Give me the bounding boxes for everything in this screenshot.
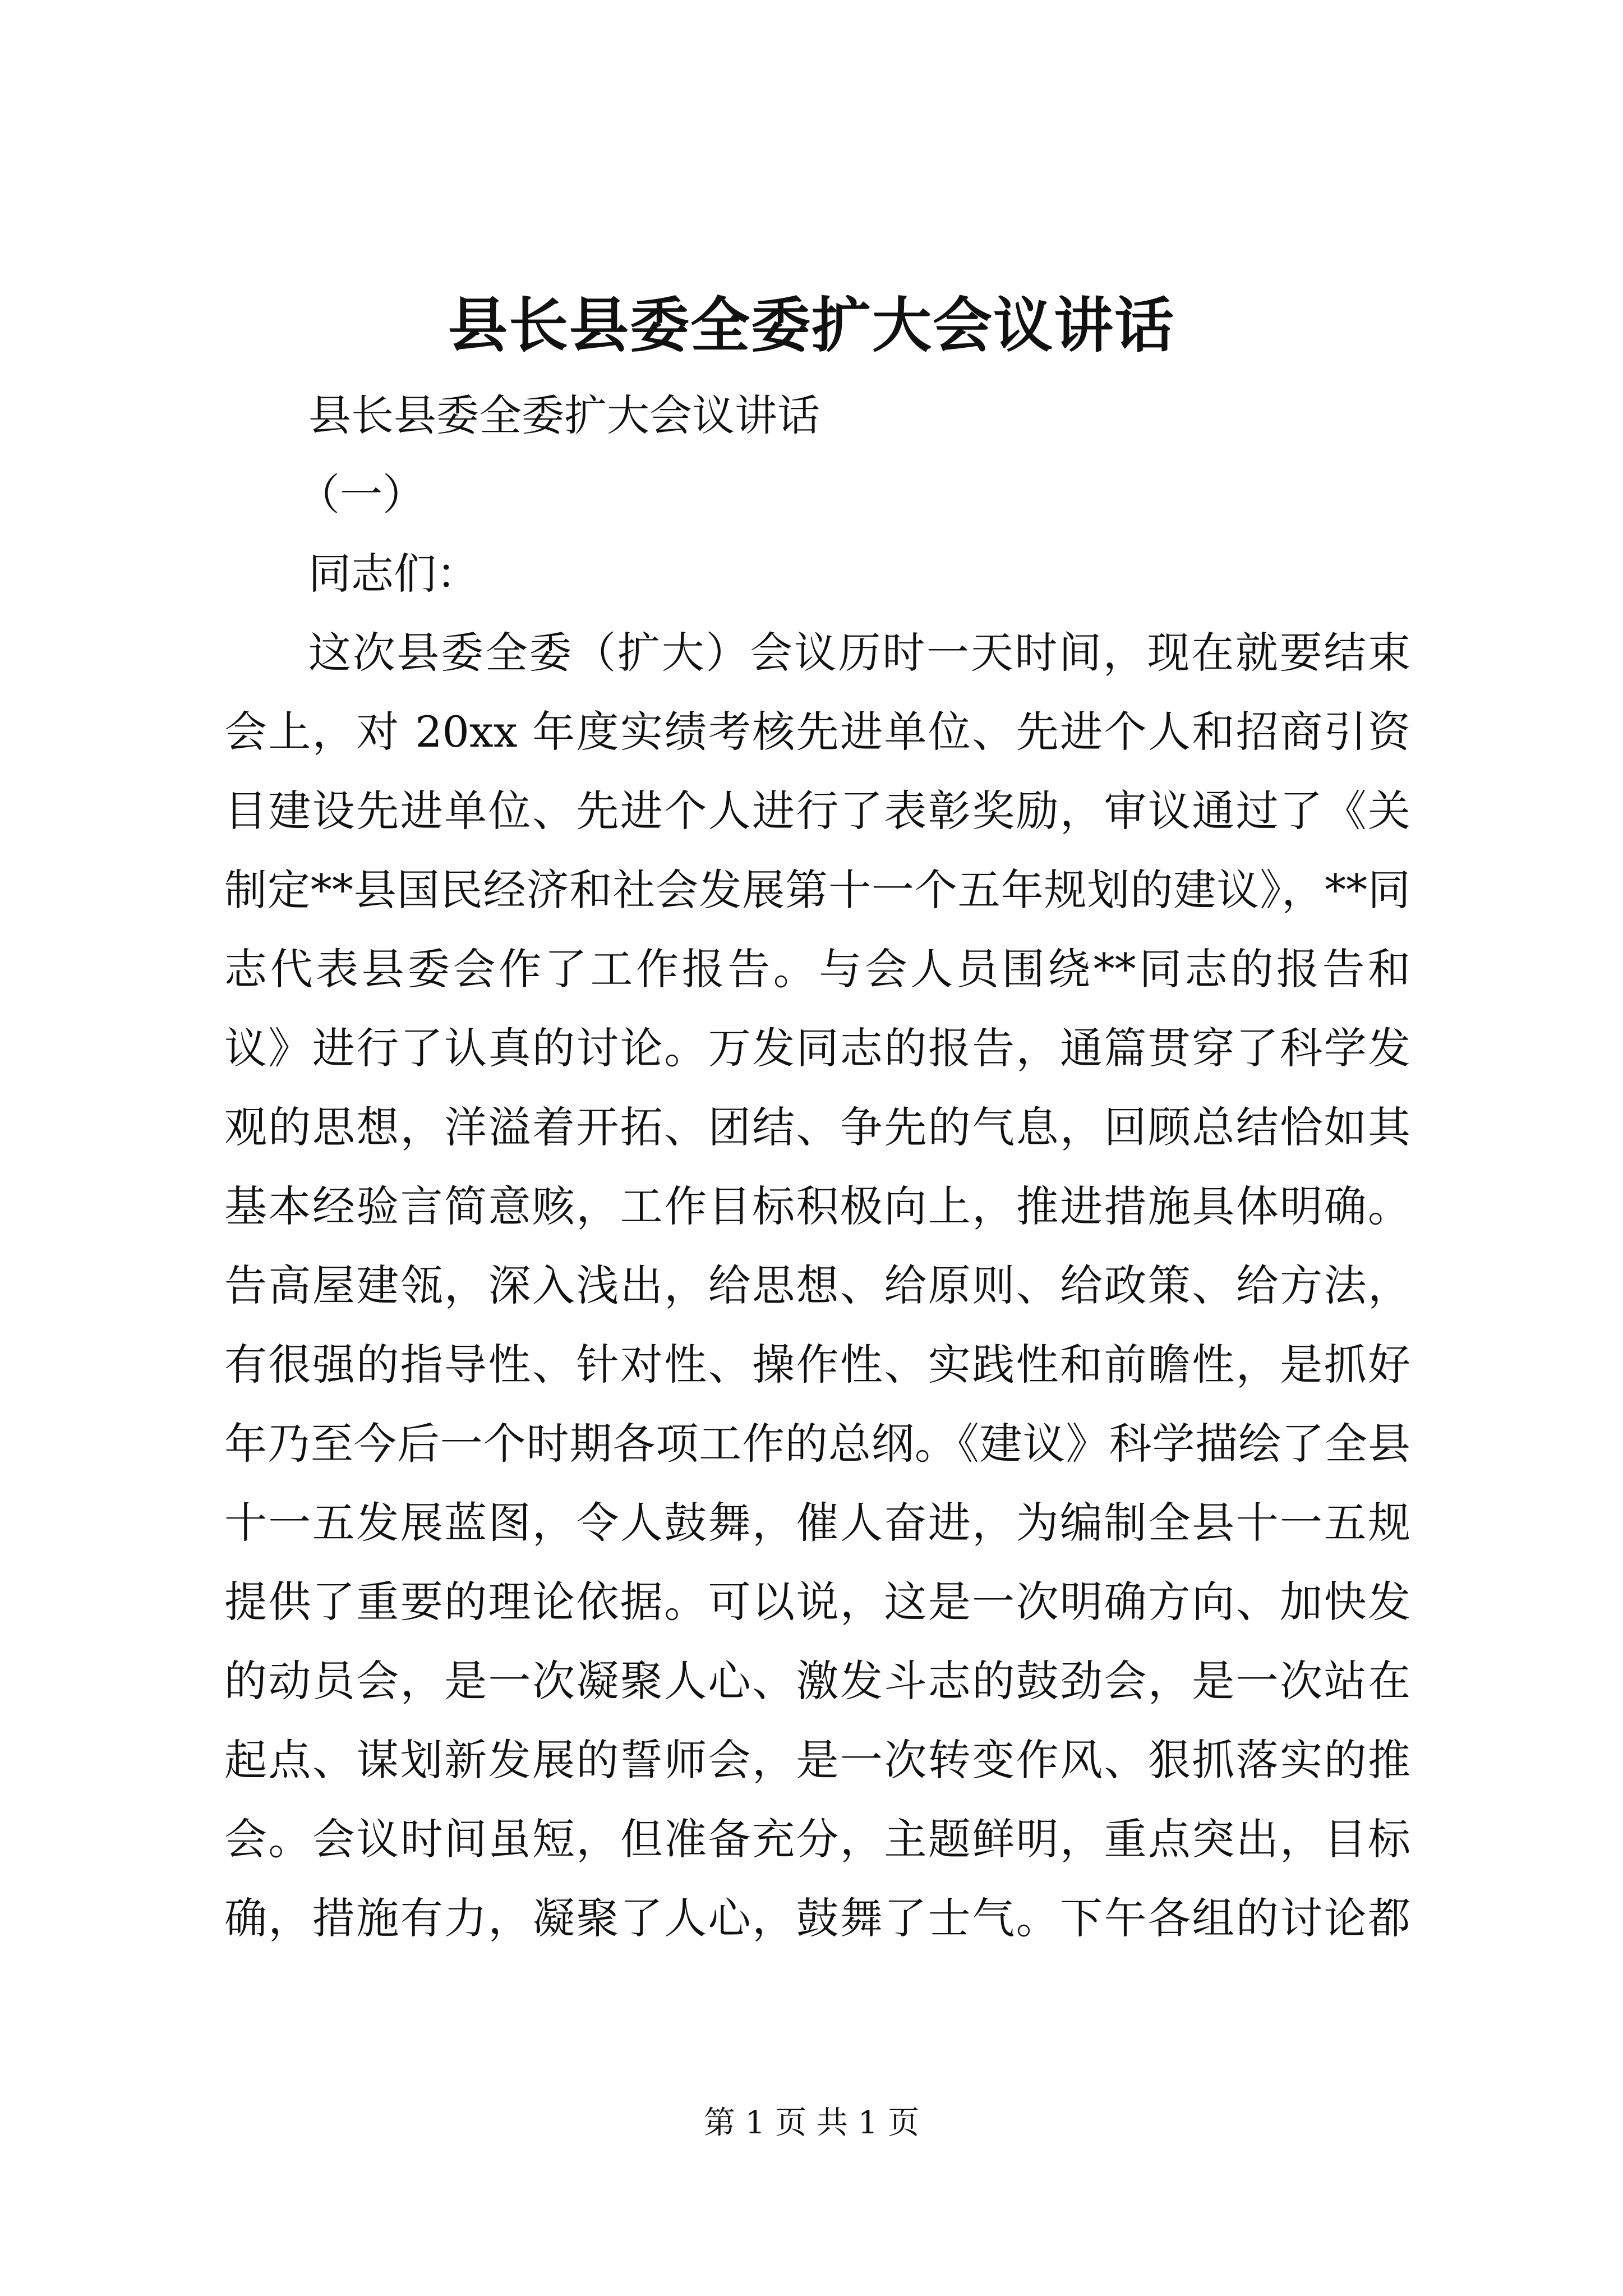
paragraph-line: 议》进行了认真的讨论。万发同志的报告，通篇贯穿了科学发 [224, 1023, 1410, 1073]
paragraph-line: 会上，对 20xx 年度实绩考核先进单位、先进个人和招商引资 [224, 707, 1410, 757]
paragraph-line: 有很强的指导性、针对性、操作性、实践性和前瞻性，是抓好 [224, 1340, 1410, 1389]
paragraph-line: 目建设先进单位、先进个人进行了表彰奖励，审议通过了《关 [224, 786, 1410, 836]
paragraph-line: 基本经验言简意赅，工作目标积极向上，推进措施具体明确。 [224, 1181, 1410, 1231]
paragraph-line: 会。会议时间虽短，但准备充分，主题鲜明，重点突出，目标 [224, 1814, 1410, 1864]
paragraph-line: 确，措施有力，凝聚了人心，鼓舞了士气。下午各组的讨论都 [224, 1893, 1410, 1943]
document-subtitle: 县长县委全委扩大会议讲话 [308, 390, 820, 440]
paragraph-line: 年乃至今后一个时期各项工作的总纲。《建议》科学描绘了全县 [224, 1419, 1410, 1469]
paragraph-line: 这次县委全委（扩大）会议历时一天时间，现在就要结束 [308, 628, 1410, 678]
salutation: 同志们： [308, 549, 479, 599]
paragraph-line: 告高屋建瓴，深入浅出，给思想、给原则、给政策、给方法， [224, 1260, 1410, 1310]
paragraph-line: 提供了重要的理论依据。可以说，这是一次明确方向、加快发 [224, 1577, 1410, 1627]
paragraph [224, 613, 1410, 1958]
section-marker: （一） [297, 470, 425, 519]
document-body [224, 376, 1410, 1958]
paragraph-line: 起点、谋划新发展的誓师会，是一次转变作风、狠抓落实的推 [224, 1735, 1410, 1785]
paragraph-line: 制定**县国民经济和社会发展第十一个五年规划的建议》，**同 [224, 865, 1410, 915]
document-title: 县长县委全委扩大会议讲话 [448, 290, 1175, 360]
paragraph-line: 的动员会，是一次凝聚人心、激发斗志的鼓劲会，是一次站在 [224, 1656, 1410, 1706]
paragraph-line: 十一五发展蓝图，令人鼓舞，催人奋进，为编制全县十一五规 [224, 1498, 1410, 1548]
page-number-footer: 第 1 页 共 1 页 [703, 2105, 920, 2141]
paragraph-line: 观的思想，洋溢着开拓、团结、争先的气息，回顾总结恰如其 [224, 1102, 1410, 1152]
paragraph-line: 志代表县委会作了工作报告。与会人员围绕**同志的报告和 [224, 944, 1410, 994]
